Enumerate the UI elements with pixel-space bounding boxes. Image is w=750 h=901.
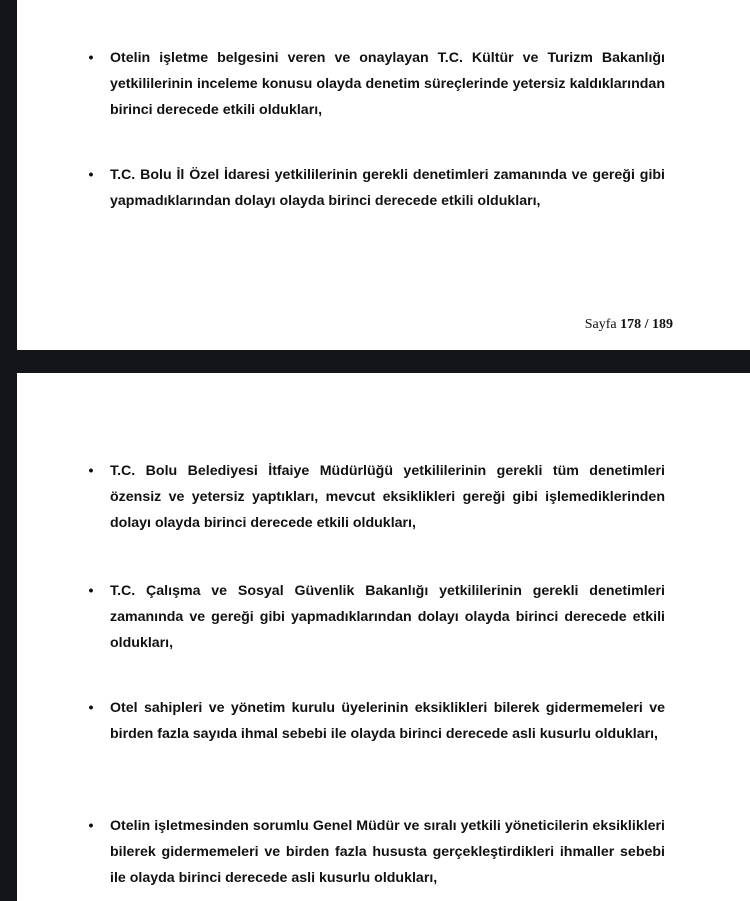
list-item (88, 45, 665, 123)
page-number (585, 317, 673, 333)
page-separator (0, 350, 750, 373)
list-item-text: Otelin işletmesinden sorumlu Genel Müdür ve sıralı yetkili yöneticilerin eksiklikleri bilerek gidermemeleri ve birden fazla hususta gerçekleştirdikleri ihmaller sebebi ile olayda birinci derecede asli kusurlu oldukları, (110, 818, 665, 886)
list-item (88, 695, 665, 747)
bullet-icon: • (88, 583, 94, 599)
list-item (88, 458, 665, 536)
list-item-text: Otel sahipleri ve yönetim kurulu üyelerinin eksiklikleri bilerek gidermemeleri ve birden fazla sayıda ihmal sebebi ile olayda birinci derecede asli kusurlu oldukları, (110, 700, 665, 742)
list-item (88, 813, 665, 891)
list-item-text: T.C. Bolu Belediyesi İtfaiye Müdürlüğü yetkililerinin gerekli tüm denetimleri özensiz ve yetersiz yaptıkları, mevcut eksiklikleri gereği gibi işlemediklerinden dolayı olayda birinci derecede etkili oldukları, (110, 463, 665, 531)
list-item-text: Otelin işletme belgesini veren ve onaylayan T.C. Kültür ve Turizm Bakanlığı yetkililerinin inceleme konusu olayda denetim süreçlerinde yetersiz kaldıklarından birinci derecede etkili oldukları, (110, 50, 665, 118)
page-number-label: Sayfa (584, 317, 617, 332)
bullet-icon: • (88, 167, 94, 183)
list-item (88, 162, 665, 214)
page-number-total: 189 (652, 317, 673, 332)
list-item-text: T.C. Çalışma ve Sosyal Güvenlik Bakanlığı yetkililerinin gerekli denetimleri zamanında ve gereği gibi yapmadıklarından dolayı olayda birinci derecede etkili oldukları, (110, 583, 665, 651)
bullet-icon: • (88, 818, 94, 834)
bullet-icon: • (88, 50, 94, 66)
page-number-current: 178 (620, 317, 642, 332)
list-item-text: T.C. Bolu İl Özel İdaresi yetkililerinin gerekli denetimleri zamanında ve gereği gibi yapmadıklarından dolayı olayda birinci derecede etkili oldukları, (110, 167, 665, 209)
list-item (88, 578, 665, 656)
page-number-separator: / (644, 317, 649, 332)
bullet-icon: • (88, 463, 94, 479)
bullet-icon: • (88, 700, 94, 716)
